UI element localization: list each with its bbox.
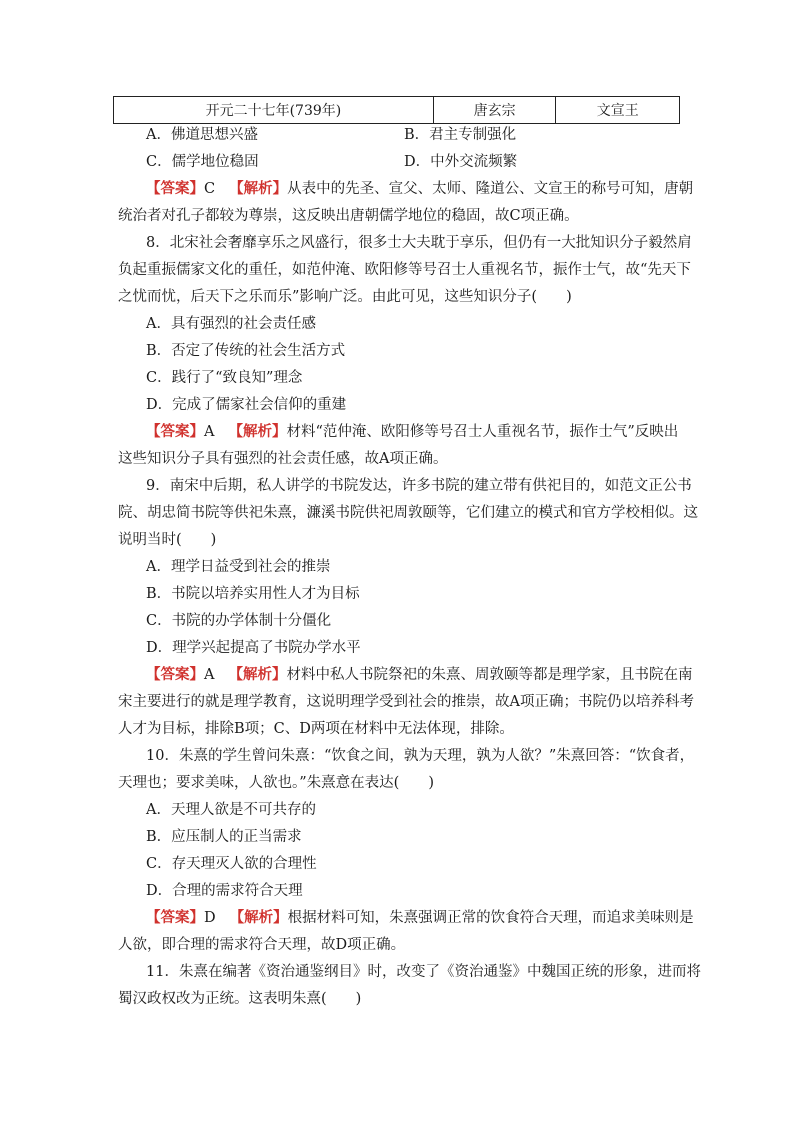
q11-stem-line2: 蜀汉政权改为正统。这表明朱熹( ) [118, 991, 362, 1007]
analysis-text: 从表中的先圣、宣父、太师、隆道公、文宣王的称号可知，唐朝 [287, 181, 694, 197]
analysis-label: 【解析】 [229, 909, 288, 926]
q9-option-b: B．书院以培养实用性人才为目标 [146, 586, 360, 602]
q9-option-c: C．书院的办学体制十分僵化 [146, 613, 332, 629]
answer-label: 【答案】 [146, 909, 204, 926]
q7-answer-line [146, 179, 706, 199]
answer-value: C [204, 181, 216, 197]
q9-option-a: A．理学日益受到社会的推崇 [146, 559, 331, 575]
table-cell-emperor: 唐玄宗 [433, 97, 556, 124]
answer-value: A [204, 667, 215, 683]
analysis-label: 【解析】 [228, 423, 287, 440]
table-cell-title: 文宣王 [556, 97, 680, 124]
q10-option-d: D．合理的需求符合天理 [146, 883, 303, 899]
q10-option-a: A．天理人欲是不可共存的 [146, 802, 316, 818]
q8-stem-line2: 负起重振儒家文化的重任，如范仲淹、欧阳修等号召士人重视名节，振作士气，故“先天下 [118, 262, 691, 278]
q10-answer-line [146, 908, 706, 928]
q10-option-c: C．存天理灭人欲的合理性 [146, 856, 317, 872]
q8-stem-line1: 8．北宋社会奢靡享乐之风盛行，很多士大夫耽于享乐，但仍有一大批知识分子毅然肩 [146, 235, 692, 251]
q10-option-b: B．应压制人的正当需求 [146, 829, 302, 845]
q9-stem-line3: 说明当时( ) [118, 532, 217, 548]
q9-answer-line [146, 665, 706, 685]
q9-stem-line2: 院、胡忠简书院等供祀朱熹，濂溪书院供祀周敦颐等，它们建立的模式和官方学校相似。这 [118, 505, 698, 521]
q10-analysis-line2: 人欲，即合理的需求符合天理，故D项正确。 [118, 937, 406, 953]
q10-stem-line2: 天理也；要求美味，人欲也。”朱熹意在表达( ) [118, 775, 434, 791]
q7-option-d: D．中外交流频繁 [404, 154, 518, 170]
answer-value: A [204, 424, 215, 440]
answer-label: 【答案】 [146, 666, 204, 683]
answer-label: 【答案】 [146, 423, 204, 440]
q8-stem-line3: 之忧而忧，后天下之乐而乐”影响广泛。由此可见，这些知识分子( ) [118, 289, 572, 305]
answer-label: 【答案】 [146, 180, 204, 197]
analysis-text: 材料中私人书院祭祀的朱熹、周敦颐等都是理学家，且书院在南 [286, 667, 693, 683]
analysis-label: 【解析】 [229, 180, 288, 197]
q9-analysis-line2: 宋主要进行的就是理学教育，这说明理学受到社会的推崇，故A项正确；书院仍以培养科考 [118, 694, 694, 710]
analysis-text: 材料“范仲淹、欧阳修等号召士人重视名节，振作士气”反映出 [286, 424, 679, 440]
answer-value: D [204, 910, 216, 926]
q11-stem-line1: 11．朱熹在编著《资治通鉴纲目》时，改变了《资治通鉴》中魏国正统的形象，进而将 [146, 964, 701, 980]
q8-option-d: D．完成了儒家社会信仰的重建 [146, 397, 347, 413]
q10-stem-line1: 10．朱熹的学生曾问朱熹：“饮食之间，孰为天理，孰为人欲？”朱熹回答：“饮食者， [146, 748, 695, 764]
analysis-text: 根据材料可知，朱熹强调正常的饮食符合天理，而追求美味则是 [287, 910, 694, 926]
q9-option-d: D．理学兴起提高了书院办学水平 [146, 640, 361, 656]
q8-analysis-line2: 这些知识分子具有强烈的社会责任感，故A项正确。 [118, 451, 448, 467]
q7-option-b: B．君主专制强化 [404, 127, 517, 143]
table-cell-era: 开元二十七年(739年) [114, 97, 434, 124]
q7-option-c: C．儒学地位稳固 [146, 154, 259, 170]
q8-option-c: C．践行了“致良知”理念 [146, 370, 303, 386]
q7-option-a: A．佛道思想兴盛 [146, 127, 258, 143]
q9-analysis-line3: 人才为目标，排除B项；C、D两项在材料中无法体现，排除。 [118, 721, 514, 737]
table-row [114, 97, 680, 124]
q8-answer-line [146, 422, 706, 442]
analysis-label: 【解析】 [228, 666, 287, 683]
title-table [113, 96, 680, 124]
q9-stem-line1: 9．南宋中后期，私人讲学的书院发达，许多书院的建立带有供祀目的，如范文正公书 [146, 478, 692, 494]
q7-analysis-line2: 统治者对孔子都较为尊崇，这反映出唐朝儒学地位的稳固，故C项正确。 [118, 208, 579, 224]
q8-option-a: A．具有强烈的社会责任感 [146, 316, 316, 332]
q8-option-b: B．否定了传统的社会生活方式 [146, 343, 346, 359]
